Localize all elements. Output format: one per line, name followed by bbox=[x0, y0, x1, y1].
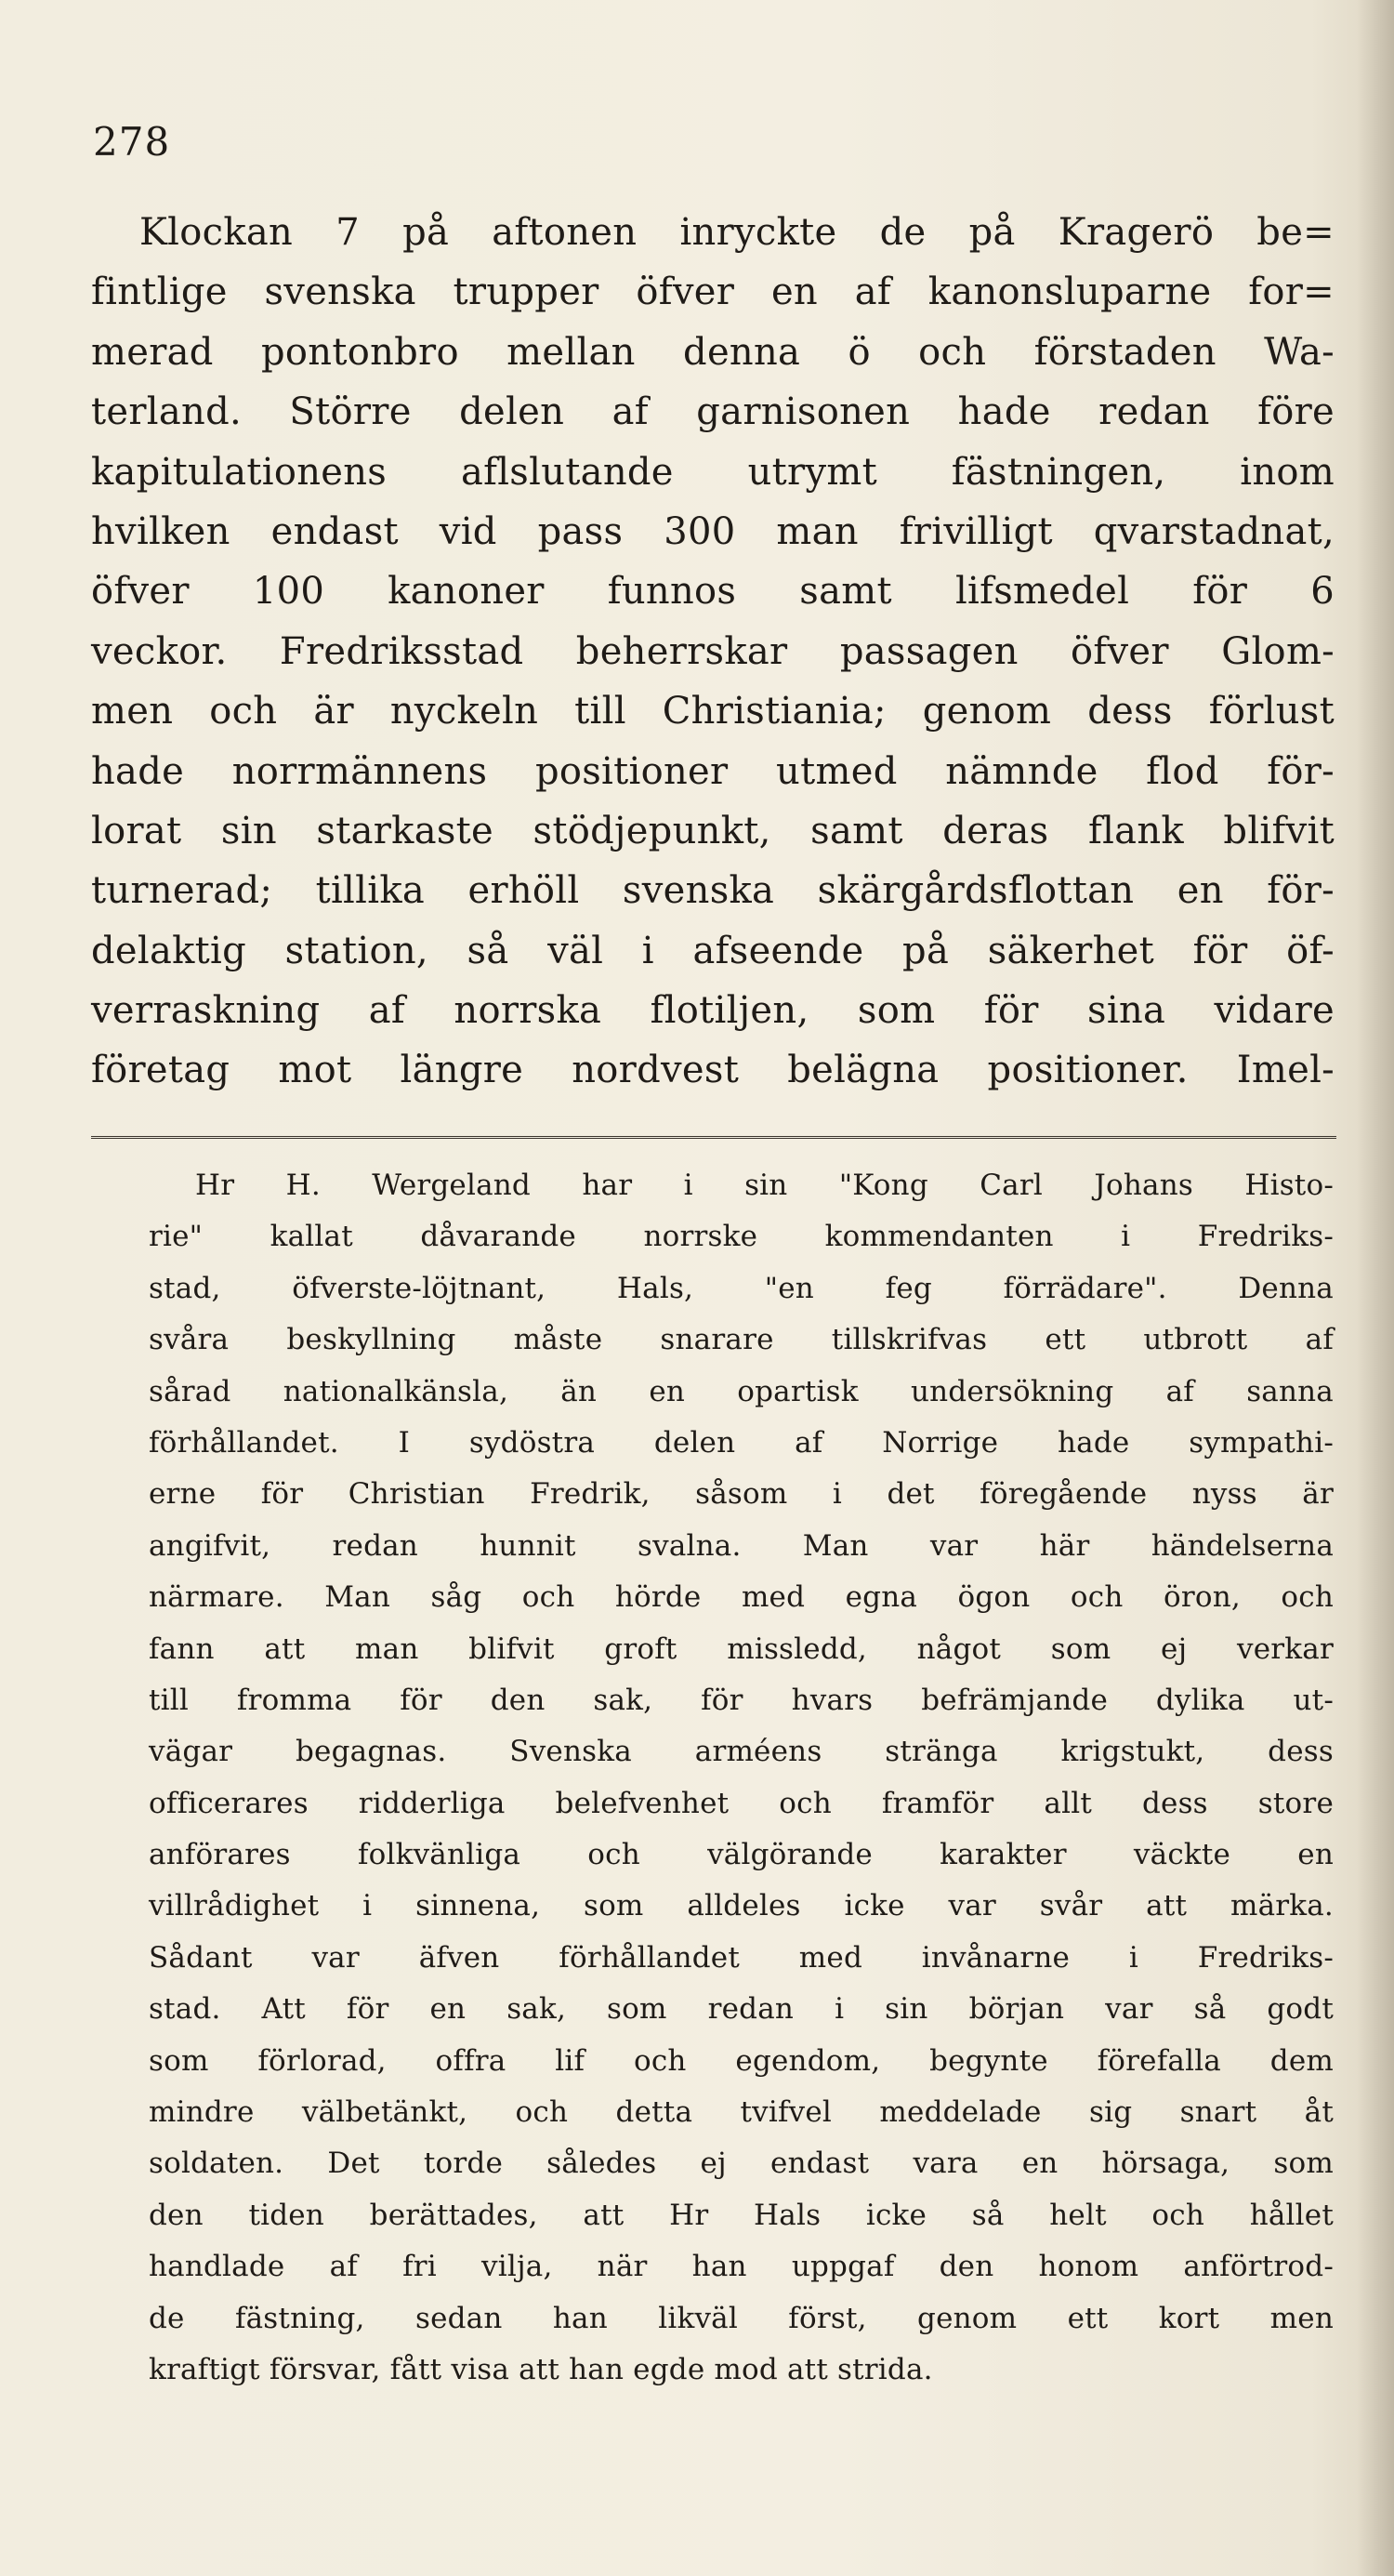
footnote-line: anförares folkvänliga och välgörande karakter väckte en bbox=[149, 1838, 1334, 1872]
text-line: företag mot längre nordvest belägna positioner. Imel- bbox=[91, 1049, 1335, 1092]
text-line: merad pontonbro mellan denna ö och förstaden Wa- bbox=[91, 330, 1335, 374]
text-line: fintlige svenska trupper öfver en af kanonsluparne for= bbox=[91, 271, 1335, 314]
footnote-line: förhållandet. I sydöstra delen af Norrige hade sympathi- bbox=[149, 1425, 1334, 1460]
footnote-line: sårad nationalkänsla, än en opartisk undersökning af sanna bbox=[149, 1374, 1334, 1408]
footnote-line: soldaten. Det torde således ej endast vara en hörsaga, som bbox=[149, 2147, 1334, 2181]
footnote-line: stad, öfverste-löjtnant, Hals, "en feg förrädare". Denna bbox=[149, 1271, 1334, 1305]
footnote-line: mindre välbetänkt, och detta tvifvel meddelade sig snart åt bbox=[149, 2095, 1334, 2130]
text-line: turnerad; tillika erhöll svenska skärgårdsflottan en för- bbox=[91, 869, 1335, 913]
footnote-line: till fromma för den sak, för hvars befrämjande dylika ut- bbox=[149, 1683, 1334, 1717]
text-line: hvilken endast vid pass 300 man frivilligt qvarstadnat, bbox=[91, 509, 1335, 553]
footnote-line: den tiden berättades, att Hr Hals icke så helt och hållet bbox=[149, 2198, 1334, 2232]
footnote-line: Sådant var äfven förhållandet med invånarne i Fredriks- bbox=[149, 1940, 1334, 1975]
footnote-line: officerares ridderliga belefvenhet och framför allt dess store bbox=[149, 1786, 1334, 1820]
page-edge-shadow bbox=[1357, 0, 1394, 2576]
footnote-line: närmare. Man såg och hörde med egna ögon och öron, och bbox=[149, 1580, 1334, 1615]
text-line: Klockan 7 på aftonen inryckte de på Kragerö be= bbox=[139, 211, 1335, 254]
footnote-line: villrådighet i sinnena, som alldeles icke var svår att märka. bbox=[149, 1889, 1334, 1923]
text-line: verraskning af norrska flotiljen, som för sina vidare bbox=[91, 989, 1335, 1033]
text-line: öfver 100 kanoner funnos samt lifsmedel för 6 bbox=[91, 570, 1335, 614]
footnote-line: som förlorad, offra lif och egendom, begynte förefalla dem bbox=[149, 2043, 1334, 2078]
footnote-line: svåra beskyllning måste snarare tillskrifvas ett utbrott af bbox=[149, 1323, 1334, 1357]
text-line: hade norrmännens positioner utmed nämnde flod för- bbox=[91, 749, 1335, 793]
text-line: men och är nyckeln till Christiania; genom dess förlust bbox=[91, 690, 1335, 733]
footnote-line: de fästning, sedan han likväl först, genom ett kort men bbox=[149, 2301, 1334, 2335]
text-line: kapitulationens aflslutande utrymt fästningen, inom bbox=[91, 450, 1335, 494]
text-line: lorat sin starkaste stödjepunkt, samt deras flank blifvit bbox=[91, 809, 1335, 852]
footnote bbox=[149, 1160, 1334, 2396]
footnote-line: handlade af fri vilja, när han uppgaf den honom anförtrod- bbox=[149, 2250, 1334, 2284]
footnote-divider bbox=[91, 1136, 1336, 1139]
page-number: 278 bbox=[93, 119, 171, 165]
text-line: terland. Större delen af garnisonen hade redan före bbox=[91, 390, 1335, 434]
footnote-line: Hr H. Wergeland har i sin "Kong Carl Johans Histo- bbox=[195, 1169, 1334, 1202]
footnote-line: erne för Christian Fredrik, såsom i det föregående nyss är bbox=[149, 1477, 1334, 1512]
footnote-line: angifvit, redan hunnit svalna. Man var här händelserna bbox=[149, 1528, 1334, 1563]
footnote-line: rie" kallat dåvarande norrske kommendanten i Fredriks- bbox=[149, 1220, 1334, 1254]
footnote-line: kraftigt försvar, fått visa att han egde mod att strida. bbox=[149, 2352, 933, 2386]
footnote-line: fann att man blifvit groft missledd, något som ej verkar bbox=[149, 1631, 1334, 1666]
footnote-line: vägar begagnas. Svenska arméens stränga krigstukt, dess bbox=[149, 1735, 1334, 1769]
main-text bbox=[91, 203, 1335, 1101]
text-line: veckor. Fredriksstad beherrskar passagen öfver Glom- bbox=[91, 629, 1335, 673]
text-line: delaktig station, så väl i afseende på säkerhet för öf- bbox=[91, 929, 1335, 972]
footnote-line: stad. Att för en sak, som redan i sin början var så godt bbox=[149, 1992, 1334, 2027]
